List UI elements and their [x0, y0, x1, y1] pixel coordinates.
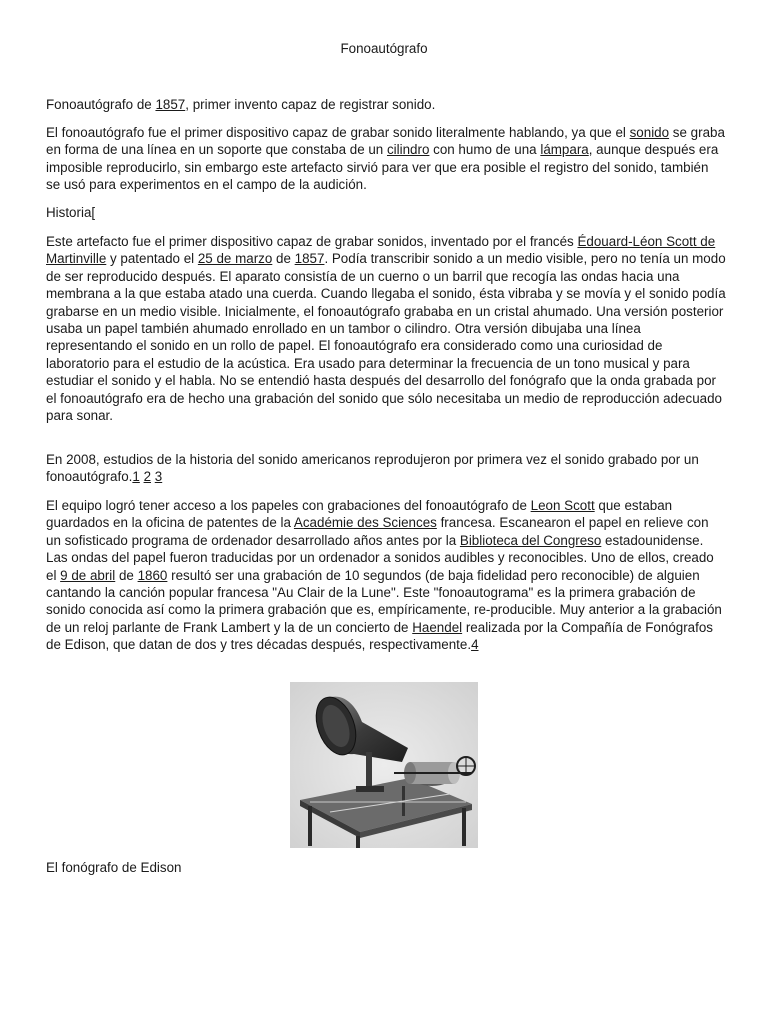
- text: El equipo logró tener acceso a los papeles con grabaciones del fonoautógrafo de: [46, 498, 531, 513]
- text: resultó ser una grabación de 10 segundos (de baja fidelidad pero reconocible) de alguien cantando la canción popular francesa "Au Clair de la Lune". Este "fonoautograma" es la primera grabación de sonido conocida así como la primera grabación que es, empíricamente, re-producible. Muy anterior a la grabación de un reloj parlante de Frank Lambert y la de un concierto de: [46, 567, 722, 635]
- text: En 2008, estudios de la historia del sonido americanos reprodujeron por primera vez el sonido grabado por un fonoautógrafo.: [46, 452, 699, 485]
- link-biblioteca-del-congreso[interactable]: Biblioteca del Congreso: [459, 532, 602, 548]
- text: francesa. Escanearon el papel en relieve con un sofisticado programa de ordenador desarrollado años antes por la: [46, 515, 709, 548]
- text: con humo de una: [429, 142, 541, 158]
- link-haendel[interactable]: Haendel: [412, 619, 463, 635]
- text: que estaban guardados en la oficina de patentes de la: [46, 498, 673, 531]
- heading-historia: Historia[: [46, 205, 96, 220]
- text: El fonoautógrafo fue el primer dispositivo capaz de grabar sonido literalmente hablando, ya que el: [46, 125, 630, 140]
- link-9-de-abril[interactable]: 9 de abril: [60, 567, 116, 583]
- intro-text: Fonoautógrafo de: [46, 97, 156, 112]
- link-1860[interactable]: 1860: [137, 567, 168, 583]
- text: realizada por la Compañía de Fonógrafos de Edison, que datan de dos y tres décadas después, respectivamente.: [46, 619, 713, 653]
- link-sonido[interactable]: sonido: [629, 125, 670, 140]
- ref-link-1[interactable]: 1: [132, 469, 140, 485]
- text: Este artefacto fue el primer dispositivo capaz de grabar sonidos, inventado por el francés: [46, 234, 578, 249]
- link-edouard-leon-scott[interactable]: Édouard-Léon Scott de Martinville: [46, 234, 716, 267]
- link-leon-scott[interactable]: Leon Scott: [530, 498, 595, 513]
- text: . Podía transcribir sonido a un medio visible, pero no tenía un modo de ser reproducido después. El aparato consistía de un cuerno o un barril que recogía las ondas hacia una membrana a la que estaba atado una cuerda. Cuando llegaba el sonido, ésta vibraba y se movía y el sonido podía grabarse en un medio visible. Inicialmente, el fonoautógrafo grababa en un cristal ahumado. Una versión posterior usaba un papel también ahumado enrollado en un tambor o cilindro. Otra versión dibujaba una línea representando el sonido en un rollo de papel. El fonoautógrafo era considerado como una curiosidad de laboratorio para el estudio de la acústica. Era usado para determinar la frecuencia de un tono musical y para estudiar el sonido y el habla. No se entendió hasta después del desarrollo del fonógrafo que la onda grabada por el fonoautógrafo era de hecho una grabación del sonido que sólo necesitaba un medio de reproducción adecuado para sonar.: [46, 251, 726, 424]
- link-cilindro[interactable]: cilindro: [386, 142, 430, 158]
- paragraph-description: [46, 124, 726, 194]
- link-25-de-marzo[interactable]: 25 de marzo: [197, 251, 273, 267]
- ref-link-2[interactable]: 2: [143, 469, 152, 485]
- paragraph-equipo: [46, 497, 726, 654]
- paragraph-historia: [46, 233, 726, 424]
- document-title: Fonoautógrafo: [340, 41, 428, 56]
- text: estadounidense. Las ondas del papel fueron traducidas por un ordenador a sonidos audibles y reconocibles. Uno de ellos, creado el: [46, 532, 714, 583]
- intro-text-2: , primer invento capaz de registrar sonido.: [185, 97, 436, 112]
- text: y patentado el: [106, 251, 198, 267]
- text: de: [115, 567, 138, 583]
- link-academie-des-sciences[interactable]: Académie des Sciences: [293, 515, 437, 531]
- figure-caption: El fonógrafo de Edison: [46, 860, 182, 875]
- phonautograph-photo: [290, 682, 478, 848]
- link-1857[interactable]: 1857: [155, 97, 186, 112]
- intro-paragraph: [46, 96, 726, 113]
- text: , aunque después era imposible reproducirlo, sin embargo este artefacto sirvió para ver que era posible el registro del sonido, también se usó para experimentos en el campo de la audición.: [46, 142, 719, 193]
- link-lampara[interactable]: lámpara: [540, 142, 589, 158]
- text: de: [272, 251, 295, 267]
- link-1857-b[interactable]: 1857: [294, 251, 325, 267]
- text: se graba en forma de una línea en un soporte que constaba de un: [46, 125, 725, 158]
- ref-link-4[interactable]: 4: [471, 637, 479, 653]
- ref-link-3[interactable]: 3: [154, 469, 163, 485]
- paragraph-2008: [46, 451, 726, 486]
